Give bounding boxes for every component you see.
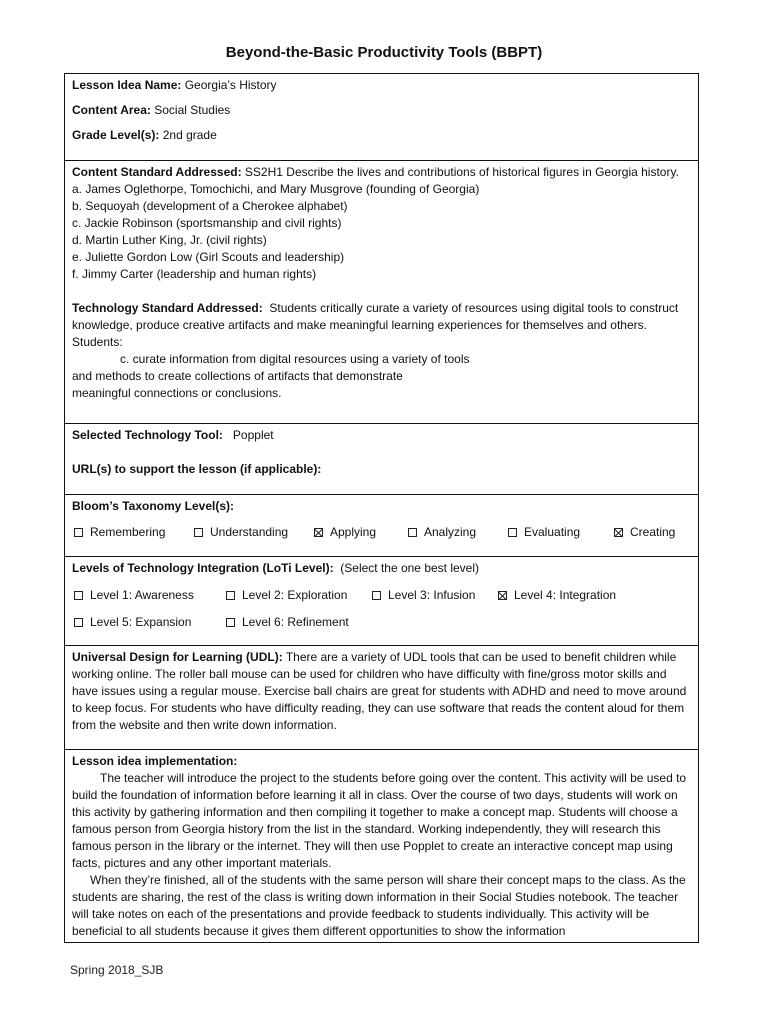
blooms-remembering-checkbox[interactable]: Remembering — [74, 524, 194, 541]
checkbox-icon — [74, 618, 83, 627]
tool-value: Popplet — [232, 428, 274, 442]
content-area-value: Social Studies — [154, 103, 231, 117]
blooms-options — [72, 524, 691, 541]
loti-label-line: Levels of Technology Integration (LoTi Level): (Select the one best level) — [72, 561, 480, 575]
tech-standard-item: c. curate information from digital resources using a variety of tools — [120, 352, 470, 366]
grade-level-line: Grade Level(s): 2nd grade — [72, 128, 217, 142]
checkbox-icon — [194, 528, 203, 537]
standard-item: f. Jimmy Carter (leadership and human rights) — [72, 267, 317, 281]
checked-box-icon — [614, 528, 623, 537]
implementation-section — [65, 750, 698, 942]
loti-level-6-checkbox[interactable]: Level 6: Refinement — [226, 614, 349, 631]
loti-level-1-checkbox[interactable]: Level 1: Awareness — [74, 587, 226, 604]
url-label: URL(s) to support the lesson (if applicable): — [72, 462, 322, 476]
implementation-paragraph-2: When they’re finished, all of the students with the same person will share their concept maps to the class. As the students are sharing, the rest of the class is writing down information in their Social Studies notebook. The teacher will take notes on each of the presentations and provide feedback to students individually. This activity will be beneficial to all students because it gives them different opportunities to show the information — [72, 873, 686, 938]
footer-text: Spring 2018_SJB — [70, 963, 164, 977]
loti-row-1 — [72, 587, 691, 604]
checkbox-icon — [226, 618, 235, 627]
lesson-name-value: Georgia’s History — [184, 78, 277, 92]
checkbox-icon — [226, 591, 235, 600]
content-standard: Content Standard Addressed: SS2H1 Describe the lives and contributions of historical figures in Georgia history. — [72, 165, 679, 179]
loti-section — [65, 557, 698, 646]
tech-standard-cont: and methods to create collections of artifacts that demonstrate — [72, 369, 403, 383]
grade-level-value: 2nd grade — [162, 128, 217, 142]
blooms-understanding-checkbox[interactable]: Understanding — [194, 524, 314, 541]
blooms-label: Bloom’s Taxonomy Level(s): — [72, 499, 235, 513]
udl-text: Universal Design for Learning (UDL): There are a variety of UDL tools that can be used to benefit children while working online. The roller ball mouse can be used for children who have difficulty with fine/gross motor skills and have issues using a regular mouse. Exercise ball chairs are great for students with ADHD and need to move around to keep focus. For students who have difficulty reading, they can use software that reads the content aloud for them from the website and then write down information. — [72, 650, 687, 732]
lesson-info-section — [65, 74, 698, 161]
loti-row-2 — [72, 614, 691, 631]
content-area-line: Content Area: Social Studies — [72, 103, 231, 117]
blooms-applying-checkbox[interactable]: Applying — [314, 524, 408, 541]
standard-item: b. Sequoyah (development of a Cherokee alphabet) — [72, 199, 348, 213]
loti-level-2-checkbox[interactable]: Level 2: Exploration — [226, 587, 372, 604]
standard-item: c. Jackie Robinson (sportsmanship and civil rights) — [72, 216, 342, 230]
loti-level-4-checkbox[interactable]: Level 4: Integration — [498, 587, 616, 604]
udl-section — [65, 646, 698, 750]
standard-item: a. James Oglethorpe, Tomochichi, and Mary Musgrove (founding of Georgia) — [72, 182, 480, 196]
blooms-evaluating-checkbox[interactable]: Evaluating — [508, 524, 614, 541]
blooms-creating-checkbox[interactable]: Creating — [614, 524, 675, 541]
checkbox-icon — [74, 591, 83, 600]
document-title: Beyond-the-Basic Productivity Tools (BBPT) — [225, 44, 543, 61]
implementation-label: Lesson idea implementation: — [72, 754, 238, 768]
standard-item: e. Juliette Gordon Low (Girl Scouts and leadership) — [72, 250, 345, 264]
technology-standard: Technology Standard Addressed: Students critically curate a variety of resources using digital tools to construct knowledge, produce creative artifacts and make meaningful learning experiences for themselves and others. Students: — [72, 301, 679, 349]
loti-level-3-checkbox[interactable]: Level 3: Infusion — [372, 587, 498, 604]
tool-section — [65, 424, 698, 495]
tool-line: Selected Technology Tool: Popplet — [72, 428, 274, 442]
loti-level-5-checkbox[interactable]: Level 5: Expansion — [74, 614, 226, 631]
checkbox-icon — [74, 528, 83, 537]
checked-box-icon — [314, 528, 323, 537]
checkbox-icon — [372, 591, 381, 600]
blooms-analyzing-checkbox[interactable]: Analyzing — [408, 524, 508, 541]
lesson-table — [64, 73, 699, 943]
checkbox-icon — [508, 528, 517, 537]
lesson-name-line: Lesson Idea Name: Georgia’s History — [72, 78, 277, 92]
blooms-section — [65, 495, 698, 557]
implementation-paragraph-1: The teacher will introduce the project to the students before going over the content. This activity will be used to build the foundation of information before learning it all in class. Over the course of two days, students will work on this activity by gathering information and then compiling it together to make a concept map. Students will choose a famous person from Georgia history from the list in the standard. Working independently, they will research this famous person in the library or the internet. They will then use Popplet to create an interactive concept map using facts, pictures and any other important materials. — [72, 771, 687, 870]
checked-box-icon — [498, 591, 507, 600]
checkbox-icon — [408, 528, 417, 537]
standard-item: d. Martin Luther King, Jr. (civil rights) — [72, 233, 267, 247]
standards-section — [65, 161, 698, 424]
tech-standard-cont: meaningful connections or conclusions. — [72, 386, 282, 400]
